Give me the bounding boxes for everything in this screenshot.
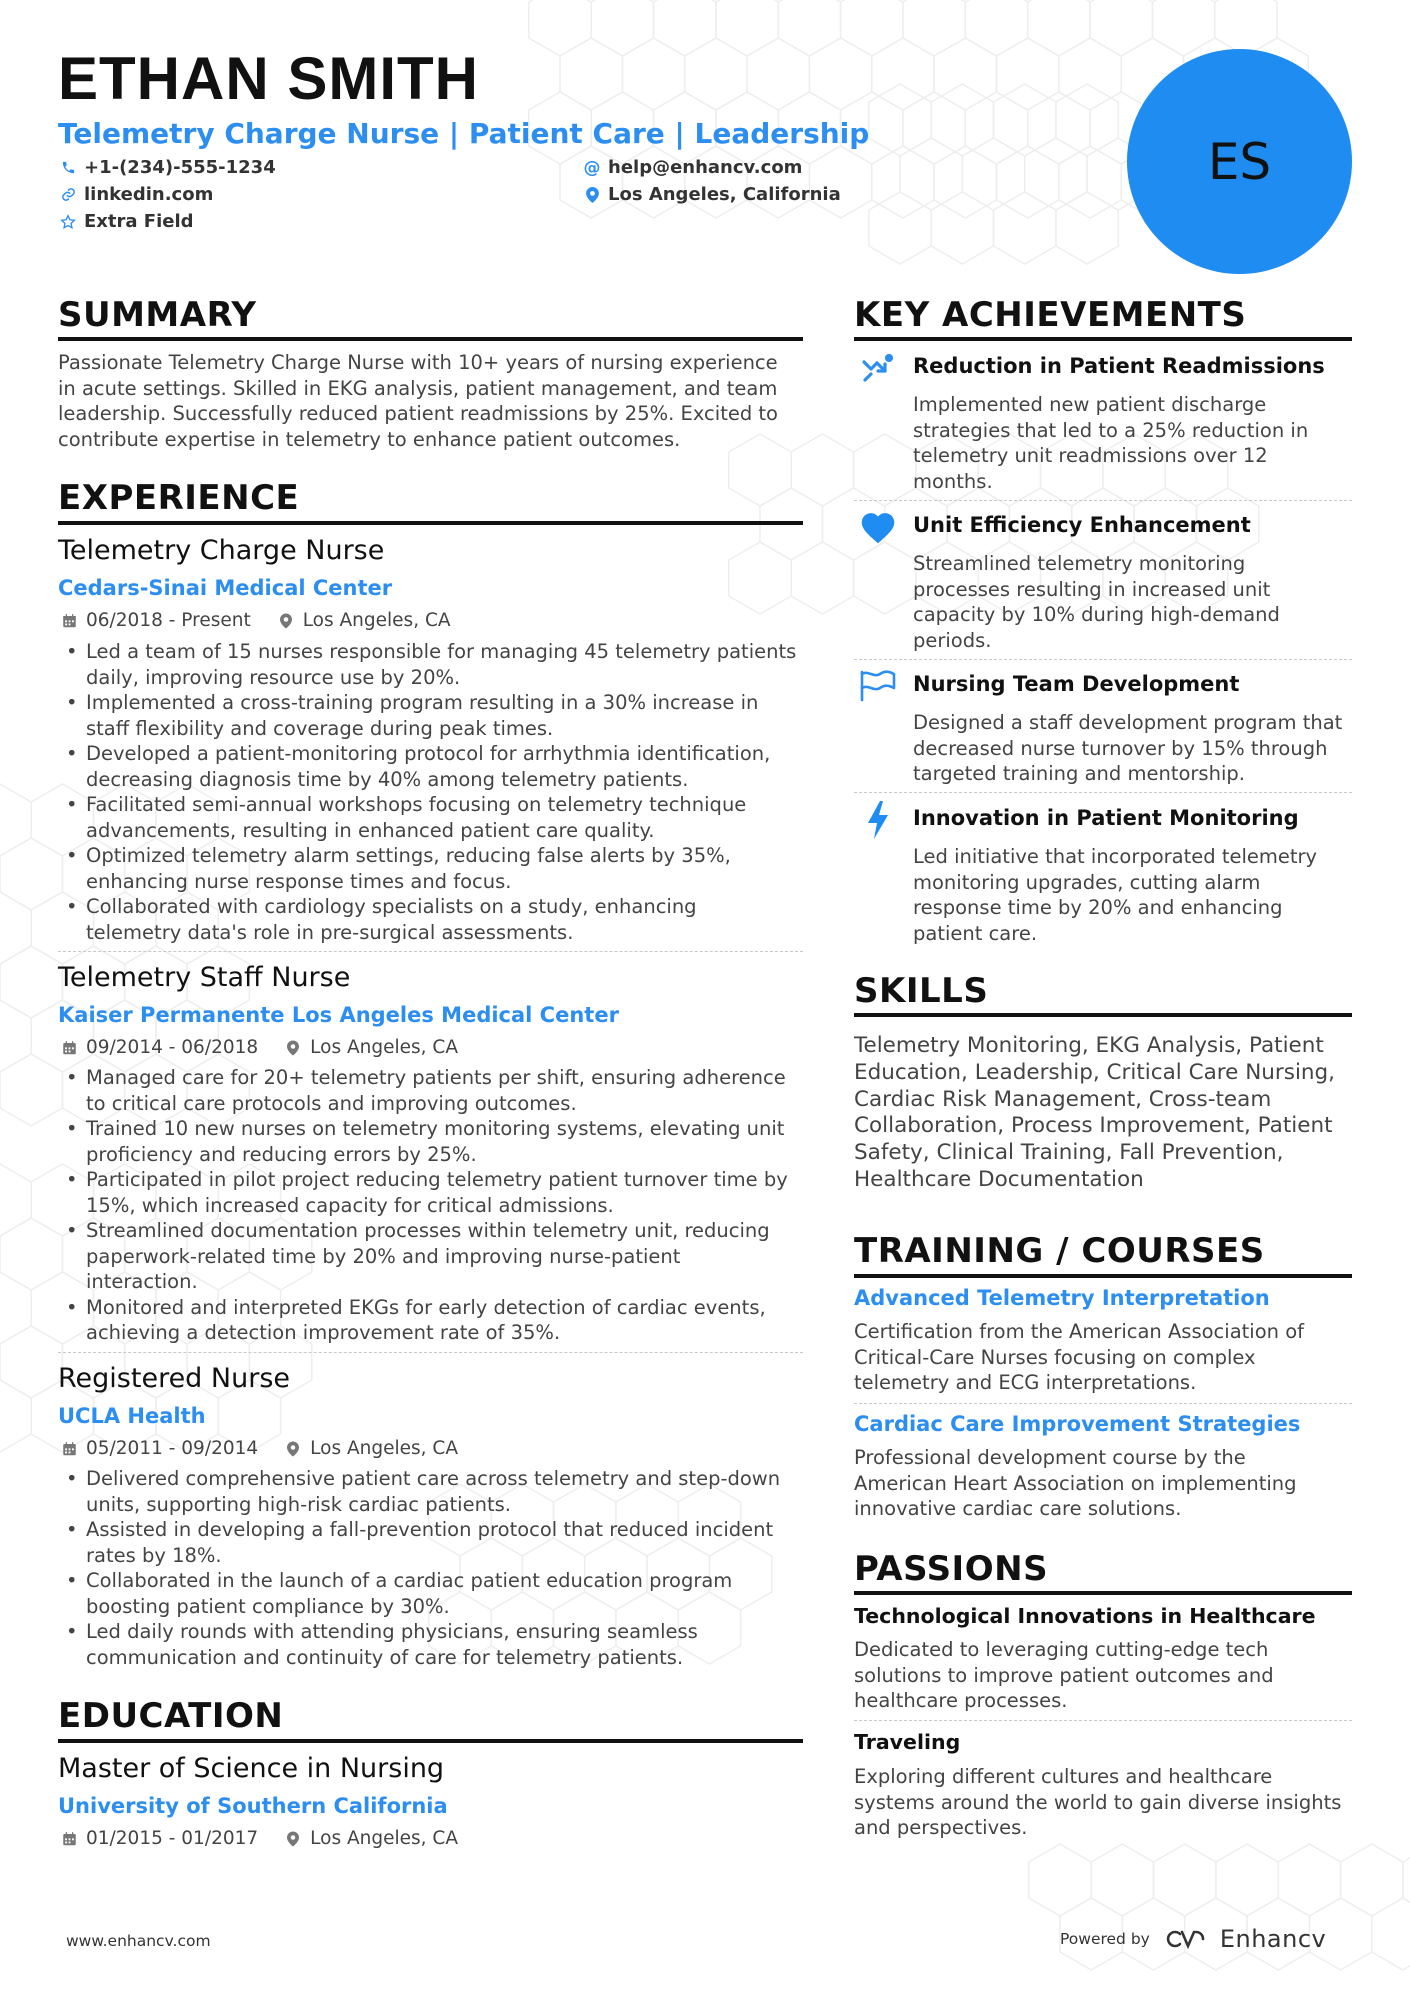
skills-list: Telemetry Monitoring, EKG Analysis, Patient Education, Leadership, Critical Care Nursing, Cardiac Risk Management, Cross-team Collaboration, Process Improvement, Patient Safety, Clinical Training, Fall Prevention, Healthcare Documentation — [854, 1033, 1336, 1192]
company-name[interactable]: Cedars-Sinai Medical Center — [58, 576, 393, 600]
avatar-initials: ES — [1207, 132, 1272, 191]
courses-divider — [854, 1274, 1352, 1278]
passion-title: Traveling — [854, 1730, 961, 1754]
job-meta — [60, 610, 451, 631]
achievement-description: Designed a staff development program that decreased nurse turnover by 15% through targeted training and mentorship. — [913, 711, 1343, 786]
achievement-description: Implemented new patient discharge strategies that led to a 25% reduction in telemetry unit readmissions over 12 months. — [913, 393, 1309, 493]
email-text: help@enhancv.com — [608, 157, 803, 178]
powered-by-label: Powered by — [1060, 1930, 1150, 1948]
achievement-description: Streamlined telemetry monitoring processes resulting in increased unit capacity by 10% during high-demand periods. — [913, 552, 1280, 652]
education-heading: EDUCATION — [58, 1696, 284, 1736]
education-meta — [60, 1828, 458, 1849]
linkedin-text: linkedin.com — [84, 184, 214, 205]
course-description: Professional development course by the American Heart Association on implementing innovative cardiac care solutions. — [854, 1446, 1297, 1521]
location-pin-icon — [284, 1831, 302, 1847]
flag-icon — [858, 668, 898, 704]
job-dates: 05/2011 - 09/2014 — [86, 1438, 259, 1459]
lightning-icon — [858, 802, 898, 838]
list-item: • Optimized telemetry alarm settings, reducing false alerts by 35%, enhancing nurse response times and focus. — [58, 843, 803, 894]
summary-line: in acute settings. Skilled in EKG analysis, patient management, and team — [58, 376, 778, 400]
enhancv-logo-icon — [1164, 1928, 1206, 1950]
heart-icon — [858, 509, 898, 545]
course-title[interactable]: Advanced Telemetry Interpretation — [854, 1286, 1270, 1310]
list-item: • Participated in pilot project reducing telemetry patient turnover time by 15%, which increased capacity for critical admissions. — [58, 1167, 803, 1218]
star-icon — [60, 214, 76, 230]
passion-title: Technological Innovations in Healthcare — [854, 1604, 1316, 1628]
list-item: • Implemented a cross-training program resulting in a 30% increase in staff flexibility and coverage during peak times. — [58, 690, 803, 741]
list-item: • Trained 10 new nurses on telemetry monitoring systems, elevating unit proficiency and reducing errors by 25%. — [58, 1116, 803, 1167]
job-title: Telemetry Staff Nurse — [58, 962, 351, 993]
contact-email[interactable] — [584, 157, 802, 178]
list-item: • Managed care for 20+ telemetry patients per shift, ensuring adherence to critical care protocols and improving outcomes. — [58, 1065, 803, 1116]
job-location: Los Angeles, CA — [310, 1037, 458, 1058]
passions-heading: PASSIONS — [854, 1549, 1049, 1589]
passion-description: Dedicated to leveraging cutting-edge tech solutions to improve patient outcomes and healthcare processes. — [854, 1638, 1274, 1713]
summary-text — [58, 350, 818, 452]
courses-heading: TRAINING / COURSES — [854, 1231, 1265, 1271]
achievement-title: Innovation in Patient Monitoring — [913, 806, 1299, 830]
location-pin-icon — [284, 1441, 302, 1457]
list-item: • Led a team of 15 nurses responsible for managing 45 telemetry patients daily, improving resource use by 20%. — [58, 639, 803, 690]
candidate-headline: Telemetry Charge Nurse | Patient Care | Leadership — [58, 117, 870, 150]
calendar-icon — [60, 613, 78, 629]
achievements-divider — [854, 337, 1352, 341]
job-bullets — [58, 1065, 803, 1346]
summary-line: contribute expertise in telemetry to enhance patient outcomes. — [58, 427, 681, 451]
job-location: Los Angeles, CA — [302, 610, 451, 631]
job-title: Registered Nurse — [58, 1363, 290, 1394]
list-item: • Collaborated in the launch of a cardiac patient education program boosting patient compliance by 30%. — [58, 1568, 803, 1619]
footer-branding[interactable] — [1060, 1925, 1326, 1953]
contact-location — [584, 184, 841, 205]
at-sign-icon: @ — [583, 157, 601, 178]
location-pin-icon — [277, 613, 295, 629]
summary-heading: SUMMARY — [58, 295, 257, 335]
phone-text: +1-(234)-555-1234 — [84, 157, 276, 178]
list-item: • Collaborated with cardiology specialists on a study, enhancing telemetry data's role in pre-surgical assessments. — [58, 894, 803, 945]
extra-field-text: Extra Field — [84, 211, 194, 232]
location-pin-icon — [584, 187, 600, 203]
summary-line: leadership. Successfully reduced patient readmissions by 25%. Excited to — [58, 402, 778, 426]
footer-website-link[interactable]: www.enhancv.com — [66, 1932, 211, 1950]
passion-description: Exploring different cultures and healthcare systems around the world to gain diverse insights and perspectives. — [854, 1765, 1342, 1840]
degree-title: Master of Science in Nursing — [58, 1753, 445, 1784]
location-pin-icon — [284, 1040, 302, 1056]
achievement-divider — [854, 659, 1352, 660]
list-item: • Developed a patient-monitoring protocol for arrhythmia identification, decreasing diagnosis time by 40% among telemetry patients. — [58, 741, 803, 792]
achievements-heading: KEY ACHIEVEMENTS — [854, 295, 1247, 335]
candidate-name: ETHAN SMITH — [58, 45, 479, 112]
achievement-title: Nursing Team Development — [913, 672, 1240, 696]
job-title: Telemetry Charge Nurse — [58, 535, 385, 566]
education-divider — [58, 1739, 803, 1743]
education-dates: 01/2015 - 01/2017 — [86, 1828, 259, 1849]
list-item: • Facilitated semi-annual workshops focusing on telemetry technique advancements, resulting in enhanced patient care quality. — [58, 792, 803, 843]
link-icon — [60, 187, 76, 203]
job-dates: 06/2018 - Present — [86, 610, 251, 631]
company-name[interactable]: Kaiser Permanente Los Angeles Medical Center — [58, 1003, 619, 1027]
experience-heading: EXPERIENCE — [58, 478, 300, 518]
list-item: • Assisted in developing a fall-prevention protocol that reduced incident rates by 18%. — [58, 1517, 803, 1568]
enhancv-brand-text: Enhancv — [1219, 1925, 1327, 1953]
avatar — [1127, 49, 1352, 274]
achievement-description: Led initiative that incorporated telemetry monitoring upgrades, cutting alarm response time by 20% and enhancing patient care. — [913, 845, 1318, 945]
achievement-divider — [854, 500, 1352, 501]
calendar-icon — [60, 1441, 78, 1457]
school-name[interactable]: University of Southern California — [58, 1794, 448, 1818]
list-item: • Led daily rounds with attending physicians, ensuring seamless communication and continuity of care for telemetry patients. — [58, 1619, 803, 1670]
passion-divider — [854, 1720, 1352, 1721]
passions-divider — [854, 1591, 1352, 1595]
contact-linkedin[interactable] — [60, 184, 213, 205]
job-divider — [58, 1352, 803, 1353]
job-divider — [58, 951, 803, 952]
achievement-title: Reduction in Patient Readmissions — [913, 354, 1325, 378]
course-divider — [854, 1403, 1352, 1404]
achievement-title: Unit Efficiency Enhancement — [913, 513, 1251, 537]
list-item: • Monitored and interpreted EKGs for early detection of cardiac events, achieving a detection improvement rate of 35%. — [58, 1295, 803, 1346]
summary-line: Passionate Telemetry Charge Nurse with 10+ years of nursing experience — [58, 351, 778, 374]
job-location: Los Angeles, CA — [310, 1438, 458, 1459]
list-item: • Delivered comprehensive patient care across telemetry and step-down units, supporting high-risk cardiac patients. — [58, 1466, 803, 1517]
calendar-icon — [60, 1040, 78, 1056]
job-bullets — [58, 1466, 803, 1670]
skills-heading: SKILLS — [854, 971, 989, 1011]
company-name[interactable]: UCLA Health — [58, 1404, 206, 1428]
list-item: • Streamlined documentation processes within telemetry unit, reducing paperwork-related time by 20% and improving nurse-patient interaction. — [58, 1218, 803, 1295]
job-bullets — [58, 639, 803, 945]
trend-arrow-icon — [858, 350, 898, 386]
location-text: Los Angeles, California — [608, 184, 841, 205]
skills-divider — [854, 1013, 1352, 1017]
job-meta — [60, 1037, 458, 1058]
education-location: Los Angeles, CA — [310, 1828, 458, 1849]
summary-divider — [58, 337, 803, 341]
achievement-divider — [854, 792, 1352, 793]
course-description: Certification from the American Association of Critical-Care Nurses focusing on complex telemetry and ECG interpretations. — [854, 1320, 1304, 1395]
calendar-icon — [60, 1831, 78, 1847]
job-meta — [60, 1438, 458, 1459]
experience-divider — [58, 521, 803, 525]
course-title[interactable]: Cardiac Care Improvement Strategies — [854, 1412, 1301, 1436]
phone-icon — [60, 160, 76, 176]
job-dates: 09/2014 - 06/2018 — [86, 1037, 259, 1058]
contact-extra-field — [60, 211, 194, 232]
contact-phone[interactable] — [60, 157, 276, 178]
